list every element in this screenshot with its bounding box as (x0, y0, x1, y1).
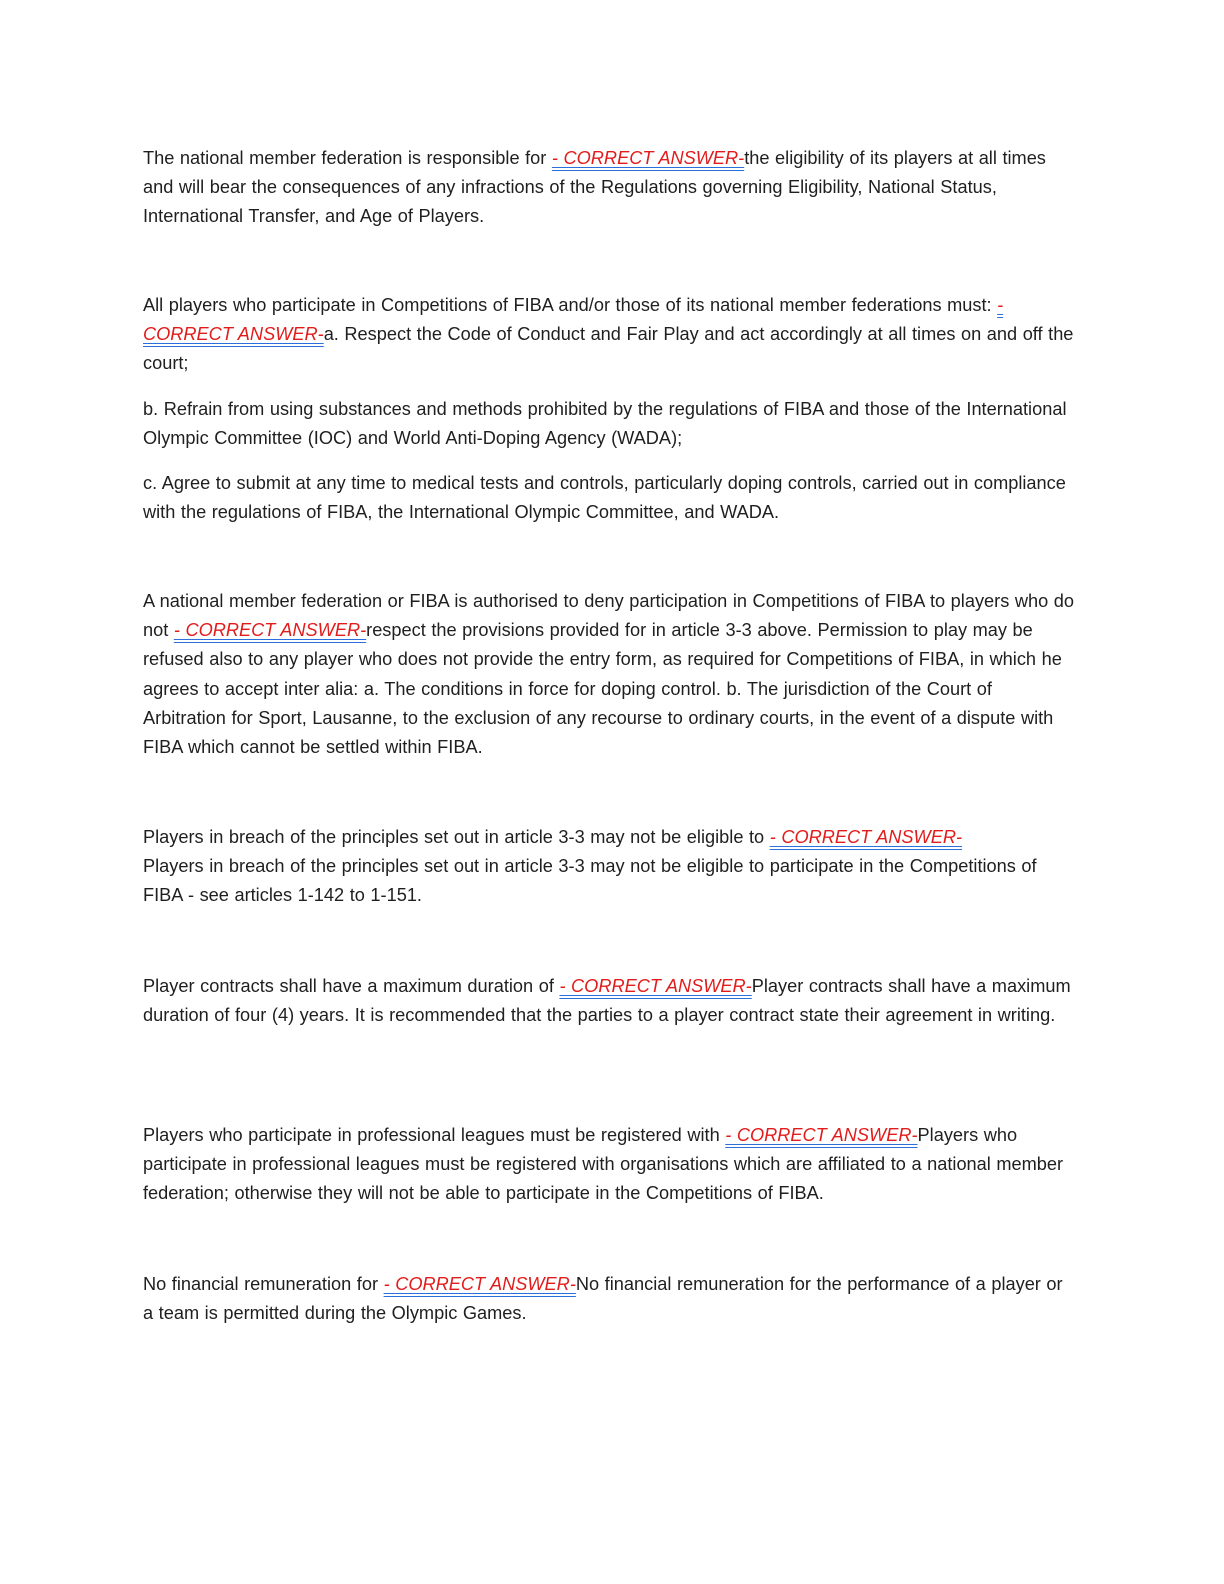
qa-entry-2-item-b (143, 395, 1078, 453)
qa-entry-1 (143, 144, 1078, 232)
qa-entry-3 (143, 587, 1078, 762)
answer-text: Players in breach of the principles set out in article 3-3 may not be eligible to participate in the Competitions of FIBA - see articles 1-142 to 1-151. (143, 856, 1037, 906)
qa-entry-6 (143, 1121, 1078, 1209)
answer-continuation: c. Agree to submit at any time to medical tests and controls, particularly doping controls, carried out in compliance with the regulations of FIBA, the International Olympic Committee, and WADA. (143, 473, 1066, 523)
answer-text: a. Respect the Code of Conduct and Fair Play and act accordingly at all times on and off the court; (143, 324, 1074, 374)
qa-entry-2-item-c (143, 469, 1078, 527)
qa-paragraph (143, 291, 1078, 379)
qa-paragraph (143, 972, 1078, 1030)
qa-entry-2 (143, 291, 1078, 379)
answer-text: Player contracts shall have a maximum duration of four (4) years. It is recommended that the parties to a player contract state their agreement in writing. (143, 976, 1071, 1026)
question-text: Player contracts shall have a maximum duration of (143, 976, 560, 996)
answer-text: Players who participate in professional leagues must be registered with organisations which are affiliated to a national member federation; otherwise they will not be able to participate in the Competitions of FIBA. (143, 1125, 1064, 1204)
question-text: Players in breach of the principles set out in article 3-3 may not be eligible to (143, 827, 770, 847)
answer-text: respect the provisions provided for in article 3-3 above. Permission to play may be refused also to any player who does not provide the entry form, as required for Competitions of FIBA, in which he agrees to accept inter alia: a. The conditions in force for doping control. b. The jurisdiction of the Court of Arbitration for Sport, Lausanne, to the exclusion of any recourse to ordinary courts, in the event of a dispute with FIBA which cannot be settled within FIBA. (143, 620, 1062, 758)
qa-paragraph (143, 823, 1078, 911)
correct-answer-marker: - CORRECT ANSWER- (173, 620, 367, 641)
qa-entry-5 (143, 972, 1078, 1030)
question-text: No financial remuneration for (143, 1274, 384, 1294)
correct-answer-marker: - CORRECT ANSWER- (725, 1125, 918, 1145)
correct-answer-marker: - CORRECT ANSWER- (769, 827, 963, 847)
qa-paragraph (143, 1121, 1078, 1209)
answer-text: the eligibility of its players at all times and will bear the consequences of any infractions of the Regulations governing Eligibility, National Status, International Transfer, and Age of Players. (143, 148, 1046, 227)
qa-entry-4 (143, 823, 1078, 911)
answer-text: No financial remuneration for the performance of a player or a team is permitted during the Olympic Games. (143, 1274, 1063, 1324)
qa-paragraph (143, 144, 1078, 232)
correct-answer-marker: - CORRECT ANSWER- (383, 1274, 576, 1294)
correct-answer-marker: - CORRECT ANSWER- (559, 976, 752, 996)
question-text: A national member federation or FIBA is authorised to deny participation in Competitions of FIBA to players who do not (143, 591, 1075, 641)
correct-answer-marker: - CORRECT ANSWER- (551, 148, 745, 168)
correct-answer-marker: - CORRECT ANSWER- (143, 295, 1004, 345)
qa-entry-7 (143, 1270, 1078, 1328)
answer-continuation: b. Refrain from using substances and methods prohibited by the regulations of FIBA and those of the International Olympic Committee (IOC) and World Anti-Doping Agency (WADA); (143, 399, 1067, 449)
question-text: All players who participate in Competitions of FIBA and/or those of its national member federations must: (143, 295, 998, 315)
qa-paragraph (143, 1270, 1078, 1328)
question-text: The national member federation is responsible for (143, 148, 552, 168)
question-text: Players who participate in professional leagues must be registered with (143, 1125, 726, 1145)
qa-paragraph (143, 587, 1078, 762)
